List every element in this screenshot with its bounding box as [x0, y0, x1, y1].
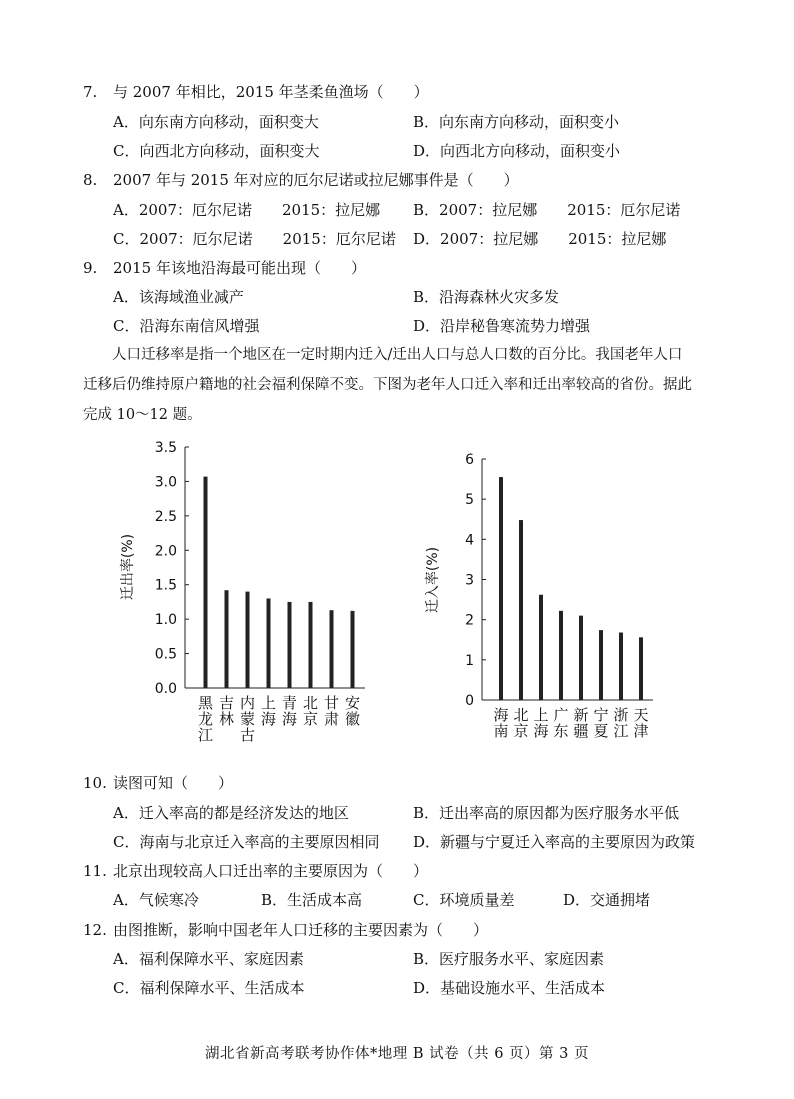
question-number: 11. — [83, 862, 107, 880]
option-d[interactable]: D．交通拥堵 — [563, 891, 651, 909]
chart-bar — [639, 637, 643, 700]
chart-x-tick-label: 江 — [197, 726, 214, 744]
chart-bar — [499, 477, 503, 700]
option-d[interactable]: D．新疆与宁夏迁入率高的主要原因为政策 — [413, 833, 696, 851]
chart-y-tick-label: 1 — [465, 652, 474, 669]
question-7 — [83, 82, 429, 102]
question-number: 10. — [83, 774, 107, 792]
chart-x-tick-label: 上 — [260, 694, 277, 712]
chart-x-tick-label: 海 — [281, 710, 298, 728]
question-stem: 北京出现较高人口迁出率的主要原因为（ ） — [113, 862, 429, 880]
option-a[interactable]: A．迁入率高的都是经济发达的地区 — [113, 804, 349, 822]
option-d[interactable]: D．向西北方向移动，面积变小 — [413, 142, 621, 160]
option-c[interactable]: C．沿海东南信风增强 — [113, 317, 260, 335]
chart-x-tick-label: 天 — [633, 706, 649, 724]
chart-x-tick-label: 甘 — [323, 694, 340, 712]
chart-y-label: 迁出率(%) — [120, 533, 136, 601]
question-stem: 由图推断，影响中国老年人口迁移的主要因素为（ ） — [113, 921, 489, 939]
chart-y-tick-label: 3 — [465, 572, 474, 589]
chart-bar — [204, 477, 208, 688]
question-stem: 2015 年该地沿海最可能出现（ ） — [113, 259, 366, 277]
chart-x-tick-label: 夏 — [593, 722, 609, 740]
chart-y-tick-label: 3.5 — [154, 440, 177, 456]
chart-x-tick-label: 蒙 — [239, 710, 256, 728]
option-c[interactable]: C．2007：厄尔尼诺 2015：厄尔尼诺 — [113, 230, 396, 248]
option-a[interactable]: A．气候寒冷 — [113, 891, 199, 909]
intro-line: 迁移后仍维持原户籍地的社会福利保障不变。下图为老年人口迁入率和迁出率较高的省份。据此 — [83, 377, 692, 393]
question-12 — [83, 920, 488, 940]
chart-x-tick-label: 林 — [218, 710, 235, 728]
question-9 — [83, 258, 366, 278]
option-c[interactable]: C．福利保障水平、生活成本 — [113, 979, 305, 997]
chart-bar — [309, 602, 313, 688]
chart-y-tick-label: 2.0 — [154, 543, 177, 560]
chart-bar — [351, 611, 355, 688]
option-a[interactable]: A．2007：厄尔尼诺 2015：拉尼娜 — [113, 201, 381, 219]
intro-paragraph — [83, 340, 713, 430]
option-a[interactable]: A．向东南方向移动，面积变大 — [113, 113, 319, 131]
question-number: 7. — [83, 83, 98, 101]
chart-y-tick-label: 3.0 — [154, 474, 177, 491]
chart-y-tick-label: 5 — [465, 492, 474, 509]
chart-x-tick-label: 龙 — [197, 710, 214, 728]
chart-x-tick-label: 浙 — [613, 706, 629, 724]
chart-y-tick-label: 2 — [465, 612, 474, 629]
option-a[interactable]: A．该海域渔业减产 — [113, 288, 244, 306]
chart-bar — [225, 590, 229, 688]
chart-x-tick-label: 上 — [533, 706, 549, 724]
chart-y-tick-label: 0.5 — [154, 646, 177, 663]
chart-x-tick-label: 京 — [513, 722, 529, 740]
chart-bar — [559, 611, 563, 700]
option-c[interactable]: C．海南与北京迁入率高的主要原因相同 — [113, 833, 380, 851]
chart-y-tick-label: 1.5 — [154, 577, 177, 594]
chart-bar — [579, 616, 583, 700]
option-b[interactable]: B．向东南方向移动，面积变小 — [413, 113, 620, 131]
option-b[interactable]: B．迁出率高的原因都为医疗服务水平低 — [413, 804, 680, 822]
chart-x-tick-label: 北 — [302, 694, 319, 712]
question-number: 9. — [83, 259, 98, 277]
chart-x-tick-label: 新 — [573, 706, 589, 724]
question-10 — [83, 773, 233, 793]
chart-x-tick-label: 古 — [239, 726, 256, 744]
chart-x-tick-label: 宁 — [593, 706, 609, 724]
chart-x-tick-label: 内 — [239, 694, 256, 712]
chart-bar — [330, 610, 334, 688]
chart-x-tick-label: 青 — [281, 694, 298, 712]
chart-x-tick-label: 海 — [493, 706, 509, 724]
chart-x-tick-label: 海 — [533, 722, 549, 740]
option-d[interactable]: D．沿岸秘鲁寒流势力增强 — [413, 317, 591, 335]
page-footer: 湖北省新高考联考协作体*地理 B 试卷（共 6 页）第 3 页 — [204, 1046, 589, 1062]
question-11 — [83, 861, 428, 881]
question-stem: 读图可知（ ） — [113, 774, 234, 792]
chart-bar — [619, 633, 623, 700]
chart-y-label: 迁入率(%) — [425, 546, 441, 614]
chart-y-tick-label: 0.0 — [154, 681, 177, 697]
question-number: 12. — [83, 921, 107, 939]
option-a[interactable]: A．福利保障水平、家庭因素 — [113, 950, 304, 968]
chart-x-tick-label: 肃 — [323, 710, 340, 728]
chart-x-tick-label: 江 — [613, 722, 629, 740]
charts-figure — [0, 430, 794, 760]
intro-line: 完成 10～12 题。 — [83, 407, 202, 423]
option-d[interactable]: D．2007：拉尼娜 2015：拉尼娜 — [413, 230, 667, 248]
option-b[interactable]: B．沿海森林火灾多发 — [413, 288, 560, 306]
chart-x-tick-label: 安 — [344, 694, 361, 712]
chart-bar — [246, 592, 250, 688]
question-stem: 2007 年与 2015 年对应的厄尔尼诺或拉尼娜事件是（ ） — [113, 171, 519, 189]
chart-y-tick-label: 1.0 — [154, 612, 177, 629]
option-d[interactable]: D．基础设施水平、生活成本 — [413, 979, 606, 997]
option-c[interactable]: C．向西北方向移动，面积变大 — [113, 142, 320, 160]
option-b[interactable]: B．2007：拉尼娜 2015：厄尔尼诺 — [413, 201, 681, 219]
chart-bar — [599, 630, 603, 700]
option-c[interactable]: C．环境质量差 — [413, 891, 515, 909]
chart-x-tick-label: 津 — [633, 722, 649, 740]
chart-y-tick-label: 4 — [465, 532, 474, 549]
option-b[interactable]: B．生活成本高 — [261, 891, 363, 909]
chart-x-tick-label: 南 — [493, 722, 509, 740]
chart-x-tick-label: 黑 — [197, 694, 214, 712]
question-number: 8. — [83, 171, 98, 189]
chart-y-tick-label: 6 — [465, 452, 474, 468]
question-stem: 与 2007 年相比，2015 年茎柔鱼渔场（ ） — [113, 83, 429, 101]
question-8 — [83, 170, 519, 190]
chart-x-tick-label: 东 — [553, 722, 569, 740]
chart-x-tick-label: 吉 — [218, 694, 235, 712]
intro-line: 人口迁移率是指一个地区在一定时期内迁入/迁出人口与总人口数的百分比。我国老年人口 — [83, 347, 683, 363]
chart-x-tick-label: 徽 — [344, 710, 361, 728]
chart-y-tick-label: 2.5 — [154, 508, 177, 525]
chart-x-tick-label: 京 — [302, 710, 319, 728]
chart-x-tick-label: 广 — [553, 706, 569, 724]
chart-bar — [539, 595, 543, 700]
chart-x-tick-label: 北 — [513, 706, 529, 724]
chart-bar — [267, 598, 271, 688]
chart-x-tick-label: 海 — [260, 710, 277, 728]
option-b[interactable]: B．医疗服务水平、家庭因素 — [413, 950, 605, 968]
chart-bar — [288, 602, 292, 688]
chart-bar — [519, 520, 523, 700]
chart-x-tick-label: 疆 — [573, 722, 589, 740]
chart-y-tick-label: 0 — [465, 693, 474, 709]
